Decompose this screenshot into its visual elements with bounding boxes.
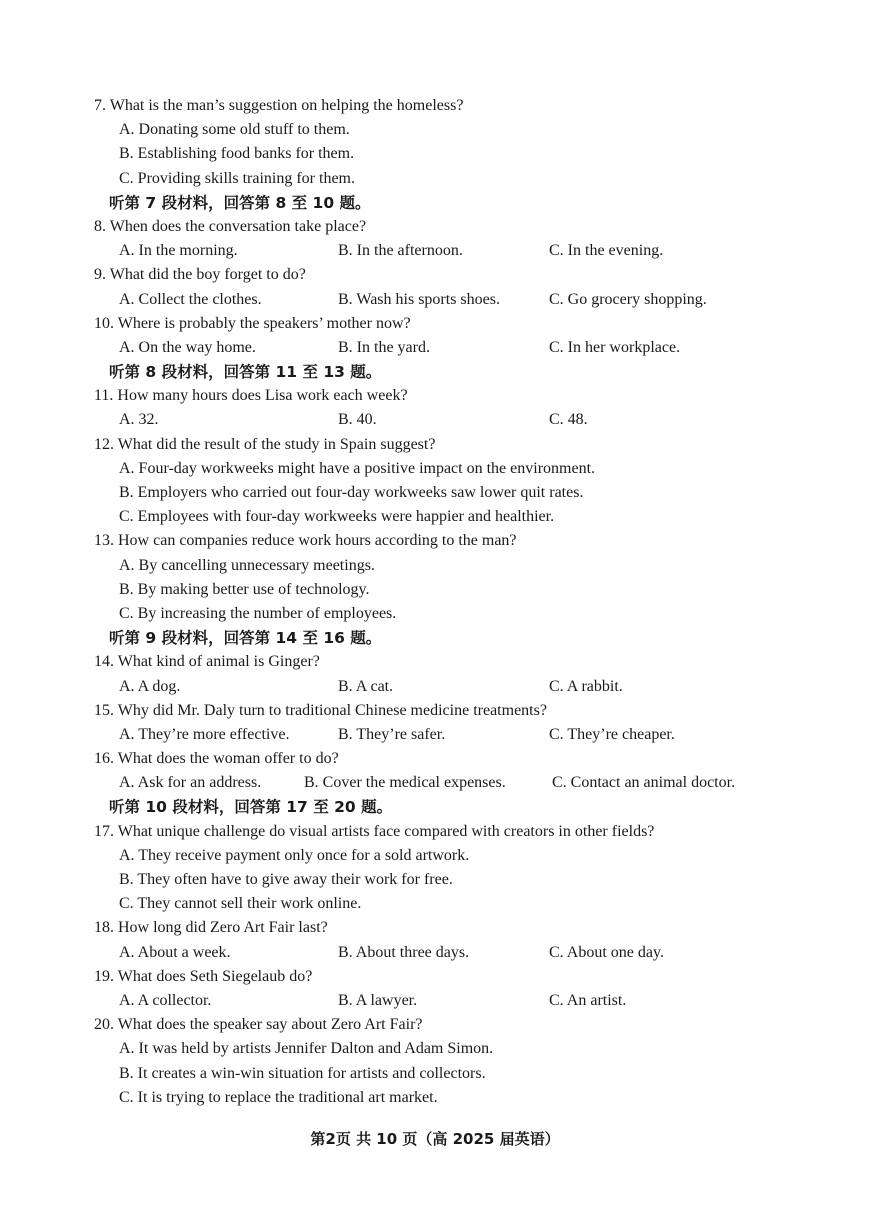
question-11-stem: 11. How many hours does Lisa work each week? [94, 387, 408, 405]
question-14-option-a: A. A dog. [119, 677, 181, 695]
question-20-option-a: A. It was held by artists Jennifer Dalton and Adam Simon. [119, 1040, 494, 1058]
question-18-option-a: A. About a week. [119, 943, 231, 961]
question-14-stem: 14. What kind of animal is Ginger? [94, 653, 320, 671]
question-14-options [94, 675, 814, 699]
question-19-option-c: C. An artist. [549, 991, 627, 1009]
question-16-stem: 16. What does the woman offer to do? [94, 750, 339, 768]
section-heading-9: 听第 9 段材料，回答第 14 至 16 题。 [109, 629, 382, 648]
question-17-option-c: C. They cannot sell their work online. [119, 895, 362, 913]
question-16-option-b: B. Cover the medical expenses. [304, 774, 506, 792]
section-heading-10: 听第 10 段材料，回答第 17 至 20 题。 [109, 798, 393, 817]
section-heading-8: 听第 8 段材料，回答第 11 至 13 题。 [109, 363, 382, 382]
question-8-option-b: B. In the afternoon. [338, 242, 463, 260]
question-20-option-b: B. It creates a win-win situation for artists and collectors. [119, 1064, 486, 1082]
question-15-option-a: A. They’re more effective. [119, 725, 290, 743]
question-12-option-c: C. Employees with four-day workweeks were happier and healthier. [119, 508, 555, 526]
question-14-option-c: C. A rabbit. [549, 677, 623, 695]
question-15-option-c: C. They’re cheaper. [549, 725, 675, 743]
question-17-option-a: A. They receive payment only once for a sold artwork. [119, 846, 470, 864]
question-12-option-b: B. Employers who carried out four-day workweeks saw lower quit rates. [119, 484, 584, 501]
question-7-option-a: A. Donating some old stuff to them. [119, 121, 350, 139]
section-heading-7: 听第 7 段材料，回答第 8 至 10 题。 [109, 193, 371, 212]
question-8-option-a: A. In the morning. [119, 242, 238, 260]
question-10-option-c: C. In her workplace. [549, 338, 681, 356]
question-11-option-a: A. 32. [119, 411, 159, 429]
question-19-option-b: B. A lawyer. [338, 991, 418, 1009]
question-9-options [94, 288, 814, 312]
question-10-stem: 10. Where is probably the speakers’ mother now? [94, 314, 411, 332]
question-11-options [94, 408, 814, 432]
question-16-option-c: C. Contact an animal doctor. [552, 774, 736, 792]
question-15-options [94, 723, 814, 747]
question-15-option-b: B. They’re safer. [338, 725, 446, 743]
question-16-option-a: A. Ask for an address. [119, 774, 262, 792]
question-8-option-c: C. In the evening. [549, 242, 664, 260]
question-9-option-c: C. Go grocery shopping. [549, 290, 707, 308]
question-19-stem: 19. What does Seth Siegelaub do? [94, 967, 313, 985]
question-18-option-b: B. About three days. [338, 943, 470, 961]
question-19-option-a: A. A collector. [119, 991, 212, 1009]
question-13-option-a: A. By cancelling unnecessary meetings. [119, 556, 375, 574]
question-10-option-b: B. In the yard. [338, 338, 430, 356]
question-7-option-c: C. Providing skills training for them. [119, 169, 355, 187]
question-9-stem: 9. What did the boy forget to do? [94, 266, 306, 284]
question-9-option-a: A. Collect the clothes. [119, 290, 262, 308]
page-footer: 第2页 共 10 页（高 2025 届英语） [310, 1130, 560, 1148]
question-7-option-b: B. Establishing food banks for them. [119, 145, 355, 163]
question-18-stem: 18. How long did Zero Art Fair last? [94, 919, 328, 937]
question-20-option-c: C. It is trying to replace the traditional art market. [119, 1088, 438, 1106]
question-18-option-c: C. About one day. [549, 943, 664, 961]
question-19-options [94, 989, 814, 1013]
question-8-options [94, 239, 814, 263]
question-10-option-a: A. On the way home. [119, 338, 256, 356]
question-list [94, 94, 814, 1110]
question-17-stem: 17. What unique challenge do visual artists face compared with creators in other fields? [94, 822, 655, 840]
question-15-stem: 15. Why did Mr. Daly turn to traditional Chinese medicine treatments? [94, 701, 547, 719]
question-7-stem: 7. What is the man’s suggestion on helping the homeless? [94, 97, 464, 114]
question-13-option-c: C. By increasing the number of employees. [119, 604, 397, 622]
question-11-option-c: C. 48. [549, 411, 588, 429]
question-13-option-b: B. By making better use of technology. [119, 580, 370, 598]
question-20-stem: 20. What does the speaker say about Zero Art Fair? [94, 1016, 423, 1034]
question-14-option-b: B. A cat. [338, 677, 394, 695]
question-12-option-a: A. Four-day workweeks might have a positive impact on the environment. [119, 459, 596, 477]
question-17-option-b: B. They often have to give away their work for free. [119, 871, 453, 888]
question-10-options [94, 336, 814, 360]
question-13-stem: 13. How can companies reduce work hours according to the man? [94, 532, 517, 550]
question-16-options [94, 771, 814, 795]
question-9-option-b: B. Wash his sports shoes. [338, 290, 500, 308]
question-18-options [94, 941, 814, 965]
question-12-stem: 12. What did the result of the study in Spain suggest? [94, 435, 436, 453]
question-8-stem: 8. When does the conversation take place? [94, 217, 367, 235]
question-11-option-b: B. 40. [338, 411, 377, 429]
